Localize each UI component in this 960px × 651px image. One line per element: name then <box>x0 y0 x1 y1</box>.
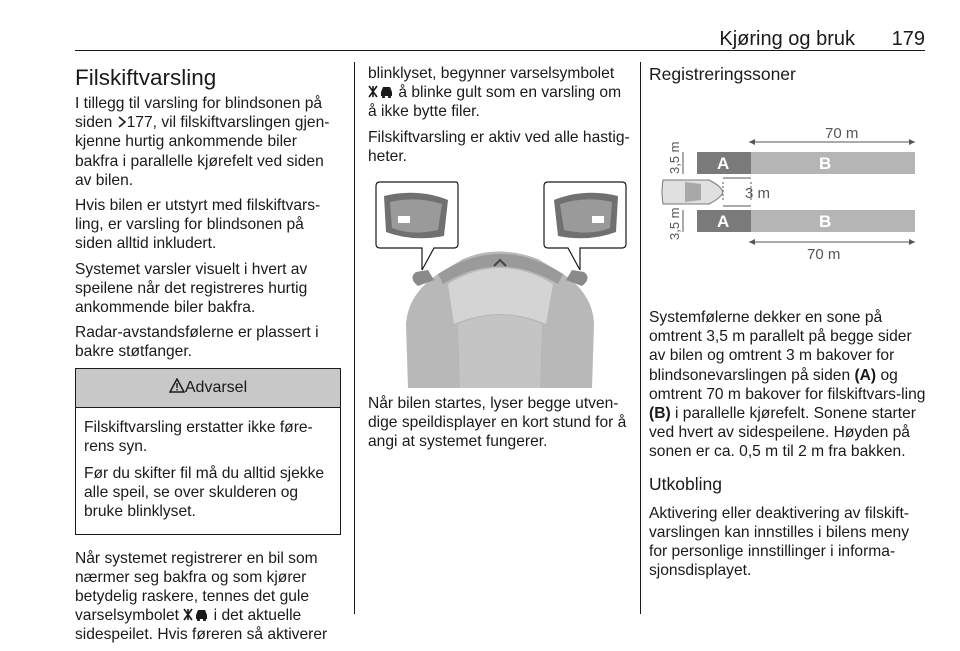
column-1 <box>75 62 341 651</box>
zone-b-top <box>751 152 915 174</box>
column-divider <box>640 62 641 614</box>
paragraph <box>75 94 341 190</box>
column-2 <box>368 64 634 458</box>
text: i parallelle kjørefelt. Sonene starter ved hvert av sidespeilene. Høyden på sonen er ca. 0,5 m til 2 m fra bakken. <box>649 405 916 461</box>
page-reference-link[interactable]: 177 <box>126 114 153 132</box>
section-heading: Filskiftvarsling <box>75 65 217 90</box>
dimension-label: 3,5 m <box>667 141 682 174</box>
detection-zones-diagram <box>649 92 917 292</box>
dimension-label: 3 m <box>745 185 771 202</box>
text: blinklyset, begynner varselsymbolet <box>368 65 615 82</box>
header-title: Kjøring og bruk <box>719 28 855 50</box>
paragraph: Når bilen startes, lyser begge utven-dige speildisplayer en kort stund for å angi at systemet fungerer. <box>368 395 627 451</box>
page-reference-arrow-icon <box>117 116 127 128</box>
text: å blinke gult som en varsling om å ikke bytte filer. <box>368 84 622 121</box>
warning-text: Filskiftvarsling erstatter ikke føre-rens syn. <box>84 418 313 455</box>
zone-b-ref: (B) <box>649 405 671 423</box>
text: Når systemet registrerer en bil som nærmer seg bakfra og som kjører betydelig raskere, tennes det gule varselsymbolet <box>75 549 318 625</box>
zone-b-bottom <box>751 210 915 232</box>
paragraph <box>75 549 341 645</box>
dimension-label: 70 m <box>807 246 841 263</box>
section-heading: Utkobling <box>649 473 722 494</box>
car-mirror-illustration <box>368 174 632 388</box>
warning-text: Før du skifter fil må du alltid sjekke alle speil, se over skulderen og bruke blinklyset. <box>84 465 325 521</box>
text: Systemfølerne dekker en sone på omtrent 3,5 m parallelt på begge sider av bilen og omtrent 3 m bakover for blindsonevarslingen på siden <box>649 309 912 384</box>
zone-label: A <box>717 212 730 231</box>
zone-label: B <box>819 154 832 173</box>
paragraph: Aktivering eller deaktivering av filskift-varslingen kan innstilles i bilens meny for personlige innstillinger i informa-sjonsdisplayet. <box>649 504 910 580</box>
paragraph: Filskiftvarsling er aktiv ved alle hastig-heter. <box>368 128 630 165</box>
column-divider <box>354 62 355 614</box>
blind-spot-warning-symbol-icon <box>183 608 209 621</box>
zone-a-ref: (A) <box>854 366 877 384</box>
zone-label: B <box>819 212 832 231</box>
warning-title: Advarsel <box>184 378 248 396</box>
text: i det aktuelle sidespeilet. Hvis føreren så aktiverer <box>75 607 328 644</box>
paragraph: Hvis bilen er utstyrt med filskiftvars-ling, er varsling for blindsonen på siden alltid inkludert. <box>75 197 321 253</box>
paragraph: Radar-avstandsfølerne er plassert i bakre støtfanger. <box>75 324 319 361</box>
page-header <box>75 26 925 51</box>
section-heading: Registreringssoner <box>649 64 796 84</box>
column-3 <box>649 62 929 586</box>
dimension-label: 3,5 m <box>667 207 682 240</box>
zone-label: A <box>717 154 730 173</box>
page-number: 179 <box>891 28 925 50</box>
warning-box <box>75 368 341 535</box>
blind-spot-warning-symbol-icon <box>368 85 394 98</box>
paragraph <box>368 64 634 122</box>
warning-header <box>76 369 340 408</box>
dimension-label: 70 m <box>825 125 859 142</box>
text: I tillegg til varsling for blindsonen på siden <box>75 95 323 132</box>
warning-body <box>76 408 340 534</box>
warning-triangle-icon <box>169 378 185 393</box>
paragraph: Systemet varsler visuelt i hvert av speilene når det registreres hurtig ankommende biler bakfra. <box>75 260 308 317</box>
text: , vil filskiftvarslingen gjen-kjenne hurtig ankommende biler bakfra i parallelle kjørefelt ved siden av bilen. <box>75 114 330 189</box>
paragraph <box>649 308 929 462</box>
text: og omtrent 70 m bakover for filskiftvars-ling <box>649 366 926 403</box>
